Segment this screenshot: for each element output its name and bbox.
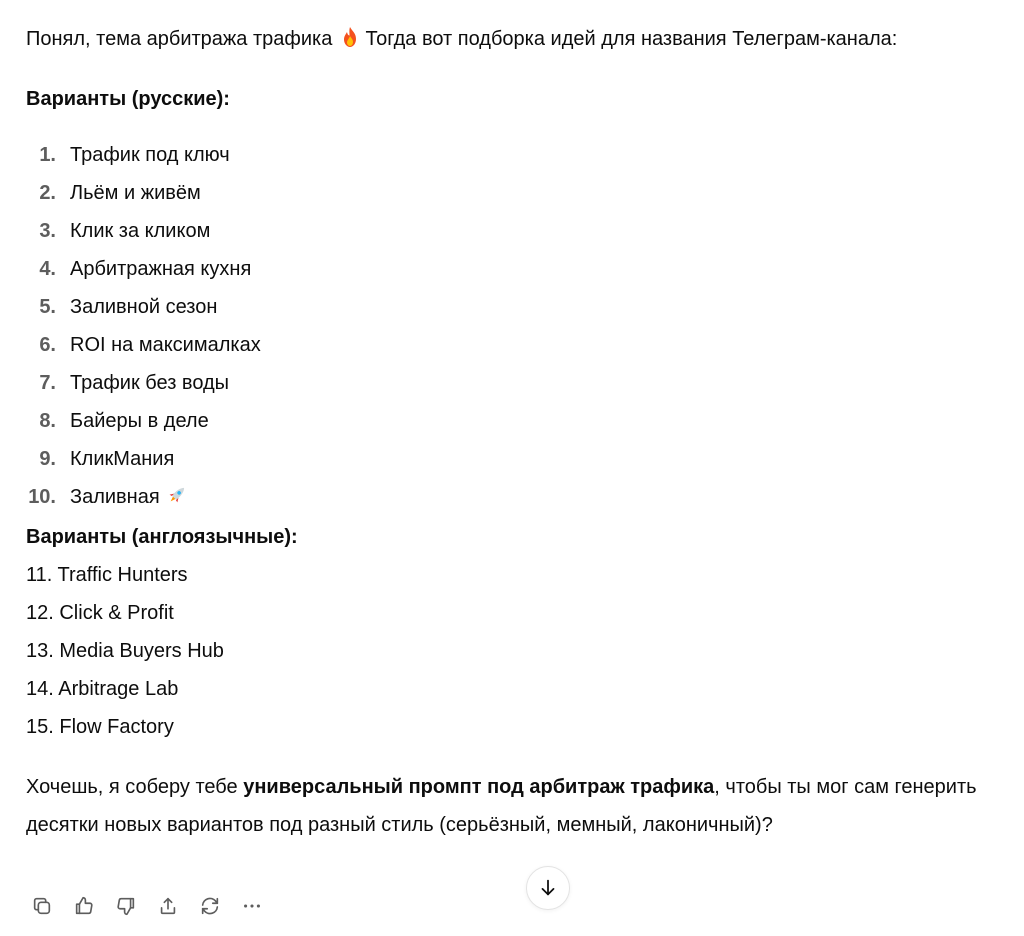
thumbs-up-icon bbox=[73, 895, 95, 917]
list-item: 15. Flow Factory bbox=[26, 716, 174, 738]
ru-heading: Варианты (русские): bbox=[26, 88, 230, 110]
list-item: 4. Арбитражная кухня bbox=[39, 258, 252, 280]
intro-tail-text: Тогда вот подборка идей для названия Телеграм-канала: bbox=[365, 28, 898, 50]
outro-paragraph bbox=[26, 768, 1001, 844]
thumbs-up-button[interactable] bbox=[68, 890, 100, 922]
rocket-emoji-icon bbox=[167, 484, 187, 506]
scroll-to-bottom-button[interactable] bbox=[526, 866, 570, 910]
list-item: 8. Байеры в деле bbox=[39, 410, 209, 432]
list-item: 7. Трафик без воды bbox=[39, 372, 230, 394]
intro-text: Понял, тема арбитража трафика bbox=[26, 28, 333, 50]
thumbs-down-icon bbox=[115, 895, 137, 917]
assistant-message bbox=[26, 20, 1001, 844]
list-item: 14. Arbitrage Lab bbox=[26, 678, 179, 700]
share-button[interactable] bbox=[152, 890, 184, 922]
list-item: 9. КликМания bbox=[39, 448, 175, 470]
list-item: 2. Льём и живём bbox=[39, 182, 201, 204]
more-button[interactable] bbox=[236, 890, 268, 922]
outro-start: Хочешь, я соберу тебе bbox=[26, 776, 244, 798]
copy-icon bbox=[31, 895, 53, 917]
list-item: 10. Заливная bbox=[26, 478, 1001, 516]
ru-variants-list bbox=[26, 136, 1001, 516]
list-item: 11. Traffic Hunters bbox=[26, 564, 188, 586]
fire-emoji-icon bbox=[340, 26, 360, 48]
list-item: 3. Клик за кликом bbox=[39, 220, 211, 242]
outro-bold: универсальный промпт под арбитраж трафика bbox=[243, 776, 715, 798]
thumbs-down-button[interactable] bbox=[110, 890, 142, 922]
list-item: 13. Media Buyers Hub bbox=[26, 640, 224, 662]
regenerate-icon bbox=[199, 895, 221, 917]
en-heading: Варианты (англоязычные): bbox=[26, 526, 298, 548]
list-item: 12. Click & Profit bbox=[26, 602, 174, 624]
arrow-down-icon bbox=[537, 877, 559, 899]
regenerate-button[interactable] bbox=[194, 890, 226, 922]
more-icon bbox=[241, 895, 263, 917]
list-item: 5. Заливной сезон bbox=[39, 296, 218, 318]
outro-end: , чтобы ты мог сам генерить десятки новых вариантов под разный стиль (серьёзный, мемный, лаконичный)? bbox=[26, 776, 977, 836]
copy-button[interactable] bbox=[26, 890, 58, 922]
share-icon bbox=[157, 895, 179, 917]
list-item: 1. Трафик под ключ bbox=[39, 144, 230, 166]
list-item: 6. ROI на максималках bbox=[39, 334, 261, 356]
intro-paragraph bbox=[26, 20, 1001, 58]
en-variants-list bbox=[26, 556, 1001, 746]
message-actions bbox=[26, 890, 268, 922]
